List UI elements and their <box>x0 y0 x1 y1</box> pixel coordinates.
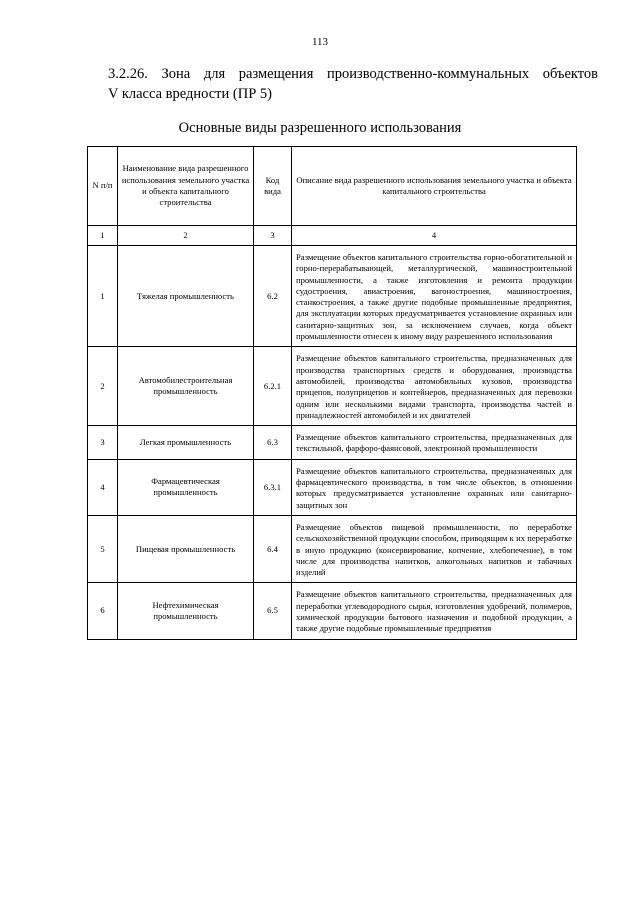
column-number: 1 <box>88 226 118 246</box>
use-description: Размещение объектов капитального строительства, предназначенных для фармацевтического производства, в том числе объектов, в отношении которых предусматривается установление охранных или санитарно-защитных зон <box>292 459 577 515</box>
use-code: 6.3.1 <box>254 459 292 515</box>
section-heading-line-1: 3.2.26. Зона для размещения производственно-коммунальных объектов <box>108 66 598 82</box>
use-code: 6.3 <box>254 426 292 460</box>
table-row <box>88 347 577 426</box>
page-number: 113 <box>311 36 329 48</box>
use-name: Пищевая промышленность <box>118 515 254 582</box>
use-name: Автомобилестроительная промышленность <box>118 347 254 426</box>
header-description: Описание вида разрешенного использования земельного участка и объекта капитального строительства <box>292 147 577 226</box>
table-row <box>88 246 577 347</box>
header-use-name: Наименование вида разрешенного использования земельного участка и объекта капитального строительства <box>118 147 254 226</box>
use-description: Размещение объектов пищевой промышленности, по переработке сельскохозяйственной продукции способом, приводящим к их переработке в иную продукцию (консервирование, копчение, хлебопечение), в том числе для производства напитков, алкогольных напитков и табачных изделий <box>292 515 577 582</box>
use-code: 6.2 <box>254 246 292 347</box>
table-row <box>88 583 577 639</box>
use-code: 6.4 <box>254 515 292 582</box>
row-number: 6 <box>88 583 118 639</box>
use-code: 6.5 <box>254 583 292 639</box>
table-row <box>88 426 577 460</box>
row-number: 5 <box>88 515 118 582</box>
permitted-uses-table <box>87 146 577 640</box>
column-number: 2 <box>118 226 254 246</box>
table-row <box>88 515 577 582</box>
row-number: 1 <box>88 246 118 347</box>
use-name: Нефтехимическая промышленность <box>118 583 254 639</box>
use-name: Фармацевтическая промышленность <box>118 459 254 515</box>
use-code: 6.2.1 <box>254 347 292 426</box>
use-description: Размещение объектов капитального строительства, предназначенных для переработки углеводородного сырья, изготовления удобрений, полимеров, химической продукции бытового назначения и подобной продукции, а также другие подобные промышленные предприятия <box>292 583 577 639</box>
use-description: Размещение объектов капитального строительства горно-обогатительной и горно-перерабатывающей, металлургической, машиностроительной промышленности, а также изготовления и ремонта продукции судостроения, авиастроения, вагоностроения, машиностроения, станкостроения, а также другие подобные промышленные предприятия, для эксплуатации которых предусматривается установление охранных или санитарно-защитных зон, за исключением случаев, когда объект промышленности отнесен к иному виду разрешенного использования <box>292 246 577 347</box>
column-number: 3 <box>254 226 292 246</box>
column-number: 4 <box>292 226 577 246</box>
row-number: 3 <box>88 426 118 460</box>
table-row <box>88 459 577 515</box>
section-heading <box>108 64 598 104</box>
use-name: Тяжелая промышленность <box>118 246 254 347</box>
use-description: Размещение объектов капитального строительства, предназначенных для текстильной, фарфоро-фаянсовой, электронной промышленности <box>292 426 577 460</box>
header-code: Код вида <box>254 147 292 226</box>
header-number: N п/п <box>88 147 118 226</box>
table-subtitle: Основные виды разрешенного использования <box>178 120 462 136</box>
table-header-row <box>88 147 577 226</box>
row-number: 4 <box>88 459 118 515</box>
section-heading-line-2: V класса вредности (ПР 5) <box>108 86 272 102</box>
row-number: 2 <box>88 347 118 426</box>
use-name: Легкая промышленность <box>118 426 254 460</box>
use-description: Размещение объектов капитального строительства, предназначенных для производства транспортных средств и оборудования, производства автомобилей, производства автомобильных кузовов, производства прицепов, полуприцепов и контейнеров, предназначенных для перевозки одним или несколькими видами транспорта, производства частей и принадлежностей автомобилей и их двигателей <box>292 347 577 426</box>
column-number-row <box>88 226 577 246</box>
